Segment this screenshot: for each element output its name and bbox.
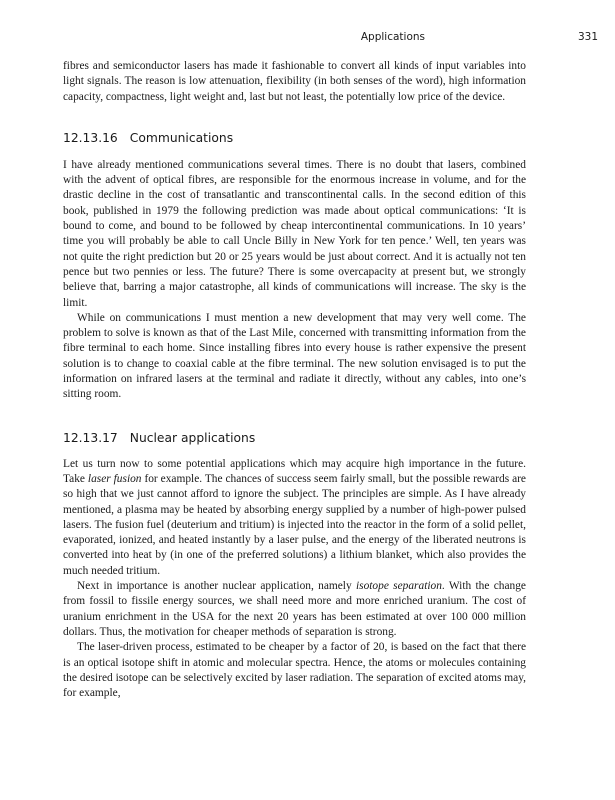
page-number: 331 <box>577 31 598 43</box>
running-head <box>0 31 615 47</box>
text-run: Let us turn now to some potential applications which may acquire high importance in the future. Take <box>63 457 526 485</box>
paragraph: I have already mentioned communications several times. There is no doubt that lasers, combined with the advent of optical fibres, are responsible for the enormous increase in volume, and for the drastic decline in the cost of transatlantic and transcontinental calls. In the second edition of this book, published in 1979 the following prediction was made about optical communications: ‘It is bound to come, and bound to be followed by cheap intercontinental communications. In 10 years’ time you will probably be able to call Uncle Billy in New York for ten pence.’ Well, ten years was not quite the right prediction but 20 or 25 years would be just about correct. And it is actually not ten pence but two pennies or less. The future? There is some overcapacity at present but, we strongly believe that, barring a major catastrophe, all kinds of communications will increase. The sky is the limit. <box>63 158 526 309</box>
section-title: Communications <box>129 130 234 145</box>
intro-paragraph: fibres and semiconductor lasers has made it fashionable to convert all kinds of input variables into light signals. The reason is low attenuation, flexibility (in both senses of the word), high information capacity, compactness, light weight and, last but not least, the potentially low price of the device. <box>63 60 526 103</box>
section-number: 12.13.16 <box>63 130 118 145</box>
text-run: Next in importance is another nuclear application, namely <box>77 580 356 593</box>
paragraph <box>63 457 526 579</box>
text-run: . With the change from fossil to fissile energy sources, we shall need more and more enriched uranium. The cost of uranium enrichment in the USA for the next 20 years has been estimated at over 100 000 million dollars. Thus, the motivation for cheaper methods of separation is strong. <box>63 580 526 638</box>
section-title: Nuclear applications <box>129 430 256 445</box>
paragraph <box>63 579 526 640</box>
section-heading-nuclear-applications <box>63 431 526 446</box>
section-number: 12.13.17 <box>63 430 118 445</box>
body-text <box>63 59 526 701</box>
paragraph: The laser-driven process, estimated to be cheaper by a factor of 20, is based on the fact that there is an optical isotope shift in atomic and molecular spectra. Hence, the atoms or molecules containing the desired isotope can be selectively excited by laser radiation. The separation of excited atoms may, for example, <box>63 641 526 700</box>
emphasis-laser-fusion: laser fusion <box>87 472 142 485</box>
section-heading-communications <box>63 131 526 146</box>
text-run: for example. The chances of success seem fairly small, but the possible rewards are so high that we just cannot afford to ignore the subject. The principles are simple. As I have already mentioned, a plasma may be heated by absorbing energy supplied by a number of high-power pulsed lasers. The fusion fuel (deuterium and tritium) is injected into the reactor in the form of a solid pellet, evaporated, ionized, and heated instantly by a laser pulse, and the energy of the liberated neutrons is converted into heat by (in one of the preferred solutions) a lithium blanket, which also provides the much needed tritium. <box>63 472 526 577</box>
paragraph: While on communications I must mention a new development that may very well come. The problem to solve is known as that of the Last Mile, concerned with transmitting information from the fibre terminal to each home. Since installing fibres into every house is rather expensive the present solution is to change to coaxial cable at the fibre terminal. The new solution envisaged is to put the information on infrared lasers at the terminal and radiate it directly, without any cables, into one’s sitting room. <box>63 311 526 401</box>
running-title: Applications <box>360 31 425 43</box>
emphasis-isotope-separation: isotope separation <box>355 580 442 593</box>
